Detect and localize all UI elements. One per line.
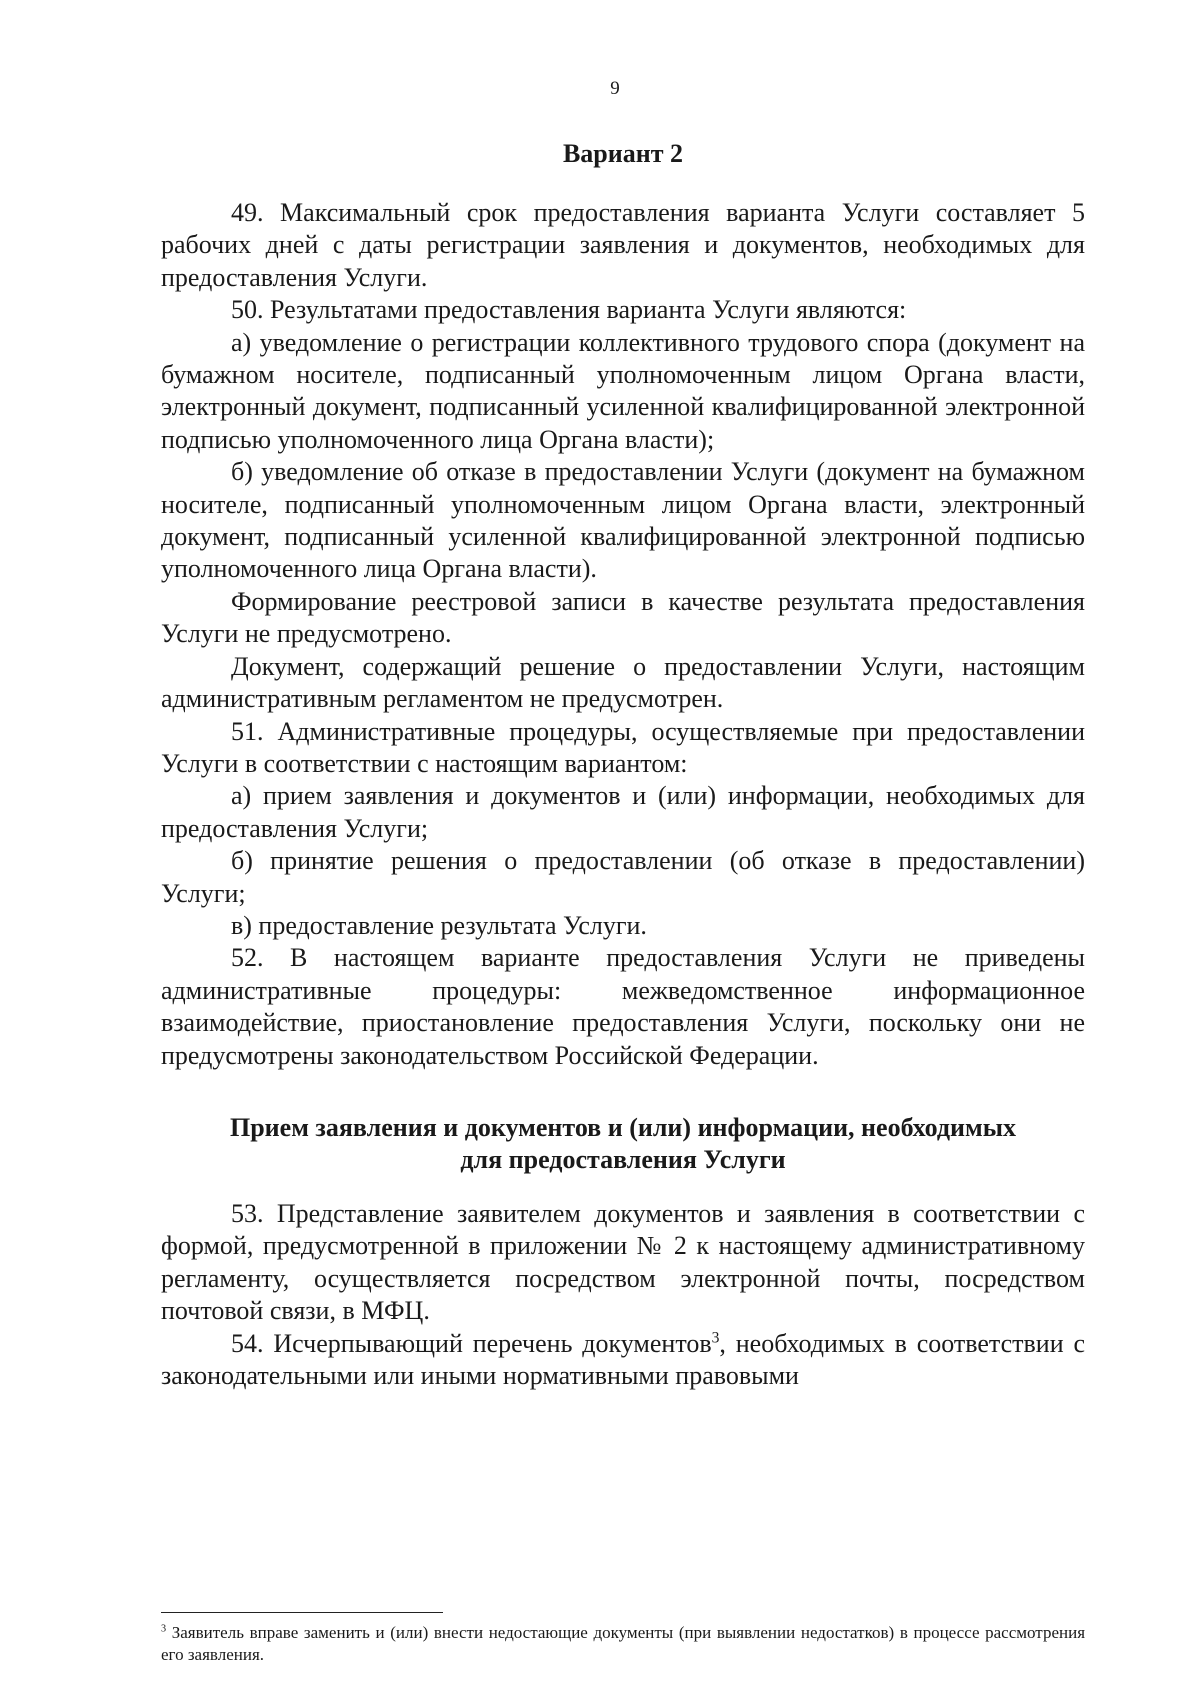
paragraph-51a: а) прием заявления и документов и (или) информации, необходимых для предоставления Услуги; [161,781,1085,843]
footnote-reference: 3 [711,1328,720,1346]
paragraph-51b: б) принятие решения о предоставлении (об отказе в предоставлении) Услуги; [161,846,1085,908]
paragraph-54 [161,1328,1085,1393]
paragraph-53: 53. Представление заявителем документов и заявления в соответствии с формой, предусмотренной в приложении № 2 к настоящему административному регламенту, осуществляется посредством электронной почты, посредством почтовой связи, в МФЦ. [161,1199,1085,1326]
paragraph-51: 51. Административные процедуры, осуществляемые при предоставлении Услуги в соответствии с настоящим вариантом: [161,716,1085,778]
paragraph-54-end: , необходимых в соответствии с законодательными или иными нормативными правовыми [161,1328,1085,1391]
paragraph-51c: в) предоставление результата Услуги. [231,910,647,940]
paragraph-49: 49. Максимальный срок предоставления варианта Услуги составляет 5 рабочих дней с даты регистрации заявления и документов, необходимых для предоставления Услуги. [161,198,1085,292]
paragraph-50: 50. Результатами предоставления варианта Услуги являются: [231,295,907,325]
section-heading [161,1112,1085,1176]
paragraph-50b: б) уведомление об отказе в предоставлении Услуги (документ на бумажном носителе, подписанный уполномоченным лицом Органа власти, электронный документ, подписанный усиленной квалифицированной электронной подписью уполномоченного лица Органа власти). [161,457,1085,584]
paragraph-registry: Формирование реестровой записи в качестве результата предоставления Услуги не предусмотрено. [161,586,1085,649]
page-number: 9 [610,78,620,99]
paragraph-50a: а) уведомление о регистрации коллективного трудового спора (документ на бумажном носителе, подписанный уполномоченным лицом Органа власти, электронный документ, подписанный усиленной квалифицированной электронной подписью уполномоченного лица Органа власти); [161,327,1085,454]
footnote-text: Заявитель вправе заменить и (или) внести недостающие документы (при выявлении недостатков) в процессе рассмотрения его заявления. [161,1623,1086,1664]
footnote [161,1622,1085,1666]
paragraph-54-start: 54. Исчерпывающий перечень документов [231,1328,712,1358]
paragraphs-block-2 [161,1198,1085,1392]
variant-heading-block [161,138,1085,170]
paragraphs-block-1 [161,197,1085,1072]
variant-heading: Вариант 2 [562,139,684,168]
footnote-mark: 3 [161,1623,167,1635]
footnote-divider [161,1612,443,1613]
section-heading-line-2: для предоставления Услуги [460,1145,786,1174]
section-heading-line-1: Прием заявления и документов и (или) информации, необходимых [229,1113,1016,1142]
paragraph-document: Документ, содержащий решение о предоставлении Услуги, настоящим административным регламентом не предусмотрен. [161,651,1085,714]
paragraph-52: 52. В настоящем варианте предоставления Услуги не приведены административные процедуры: межведомственное информационное взаимодействие, приостановление предоставления Услуги, поскольку они не предусмотрены законодательством Российской Федерации. [161,943,1085,1070]
